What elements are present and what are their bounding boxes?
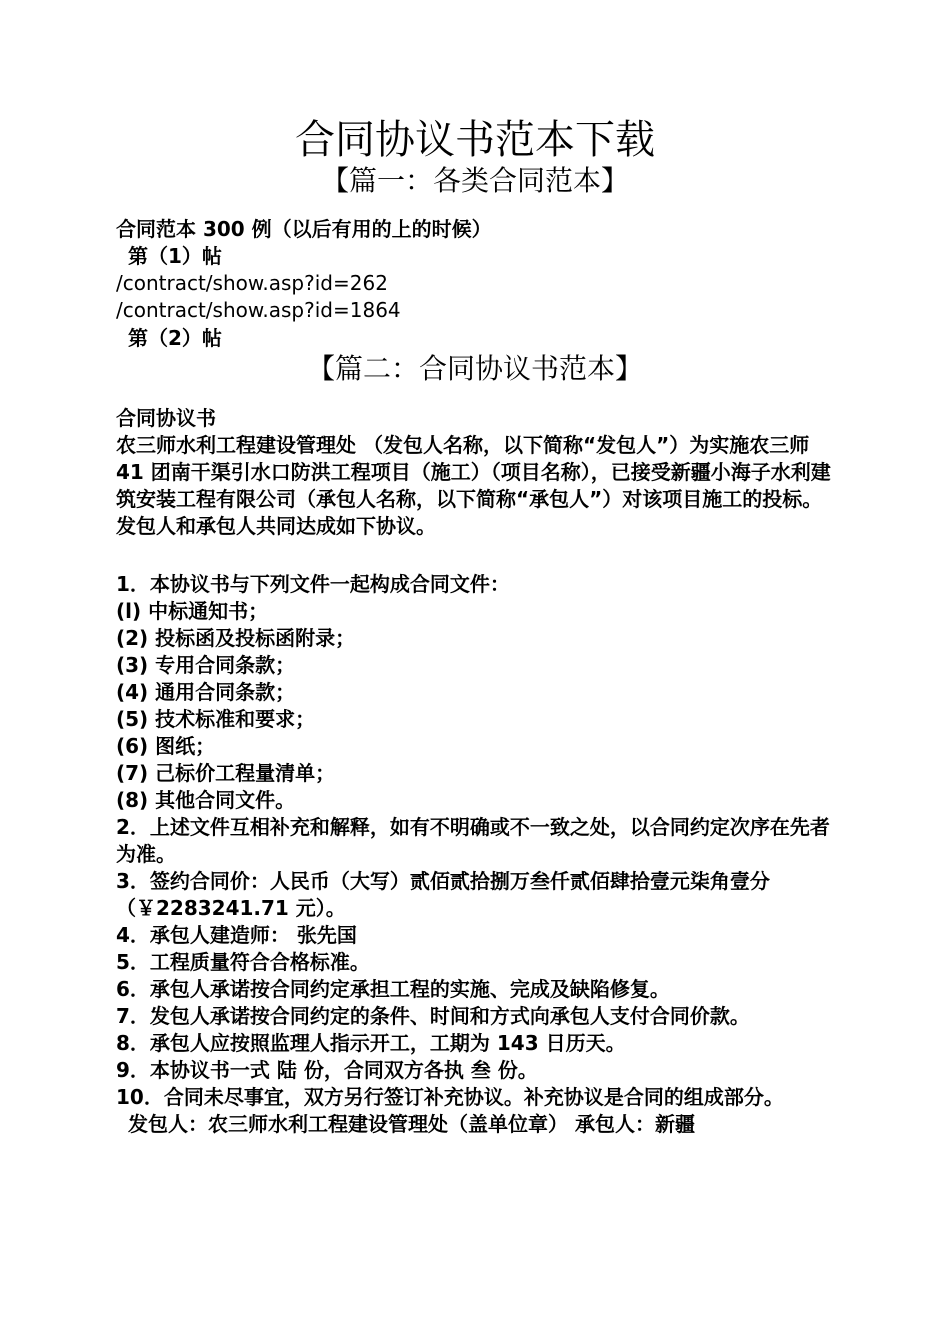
clause-item: (7) 己标价工程量清单； <box>116 761 336 785</box>
clause-6: 6．承包人承诺按合同约定承担工程的实施、完成及缺陷修复。 <box>116 977 670 1001</box>
clause-item: (8) 其他合同文件。 <box>116 788 296 812</box>
agreement-header <box>116 405 836 540</box>
clause-2: 2．上述文件互相补充和解释，如有不明确或不一致之处，以合同约定次序在先者为准。 <box>116 815 830 866</box>
clause-item: (5) 技术标准和要求； <box>116 707 316 731</box>
agreement-intro: 农三师水利工程建设管理处 （发包人名称，以下简称“发包人”）为实施农三师 41 团南干渠引水口防洪工程项目（施工）（项目名称），已接受新疆小海子水利建筑安装工程有限公司（承包人名称，以下简称“承包人”）对该项目施工的投标。发包人和承包人共同达成如下协议。 <box>116 433 831 538</box>
clause-item: (3) 专用合同条款； <box>116 653 296 677</box>
clause-7: 7．发包人承诺按合同约定的条件、时间和方式向承包人支付合同价款。 <box>116 1004 750 1028</box>
clause-9: 9．本协议书一式 陆 份，合同双方各执 叁 份。 <box>116 1058 538 1082</box>
link-line-1: /contract/show.asp?id=262 <box>116 271 388 295</box>
clause-5: 5．工程质量符合合格标准。 <box>116 950 370 974</box>
header-line: 合同范本 300 例（以后有用的上的时候） <box>116 217 492 241</box>
link-line-2: /contract/show.asp?id=1864 <box>116 298 401 322</box>
clause-1: 1．本协议书与下列文件一起构成合同文件： <box>116 572 510 596</box>
section-heading-1: 【篇一：各类合同范本】 <box>320 164 629 197</box>
signature-line: 发包人：农三师水利工程建设管理处（盖单位章） 承包人：新疆 <box>128 1112 695 1136</box>
document-title: 合同协议书范本下载 <box>295 117 655 163</box>
agreement-title: 合同协议书 <box>116 406 216 430</box>
clause-list <box>116 571 836 1138</box>
clause-item: (l) 中标通知书； <box>116 599 269 623</box>
clause-10: 10．合同未尽事宜，双方另行签订补充协议。补充协议是合同的组成部分。 <box>116 1085 784 1109</box>
post-label-1: 第（1）帖 <box>128 244 222 268</box>
clause-item: (2) 投标函及投标函附录； <box>116 626 356 650</box>
clause-item: (6) 图纸； <box>116 734 216 758</box>
section-heading-2: 【篇二：合同协议书范本】 <box>306 352 643 385</box>
clause-item: (4) 通用合同条款； <box>116 680 296 704</box>
post-label-2: 第（2）帖 <box>128 326 222 350</box>
clause-4: 4．承包人建造师： 张先国 <box>116 923 357 947</box>
clause-8: 8．承包人应按照监理人指示开工，工期为 143 日历天。 <box>116 1031 626 1055</box>
clause-3: 3．签约合同价：人民币（大写）贰佰贰拾捌万叁仟贰佰肆拾壹元柒角壹分 （￥2283241.71 元）。 <box>116 869 770 920</box>
